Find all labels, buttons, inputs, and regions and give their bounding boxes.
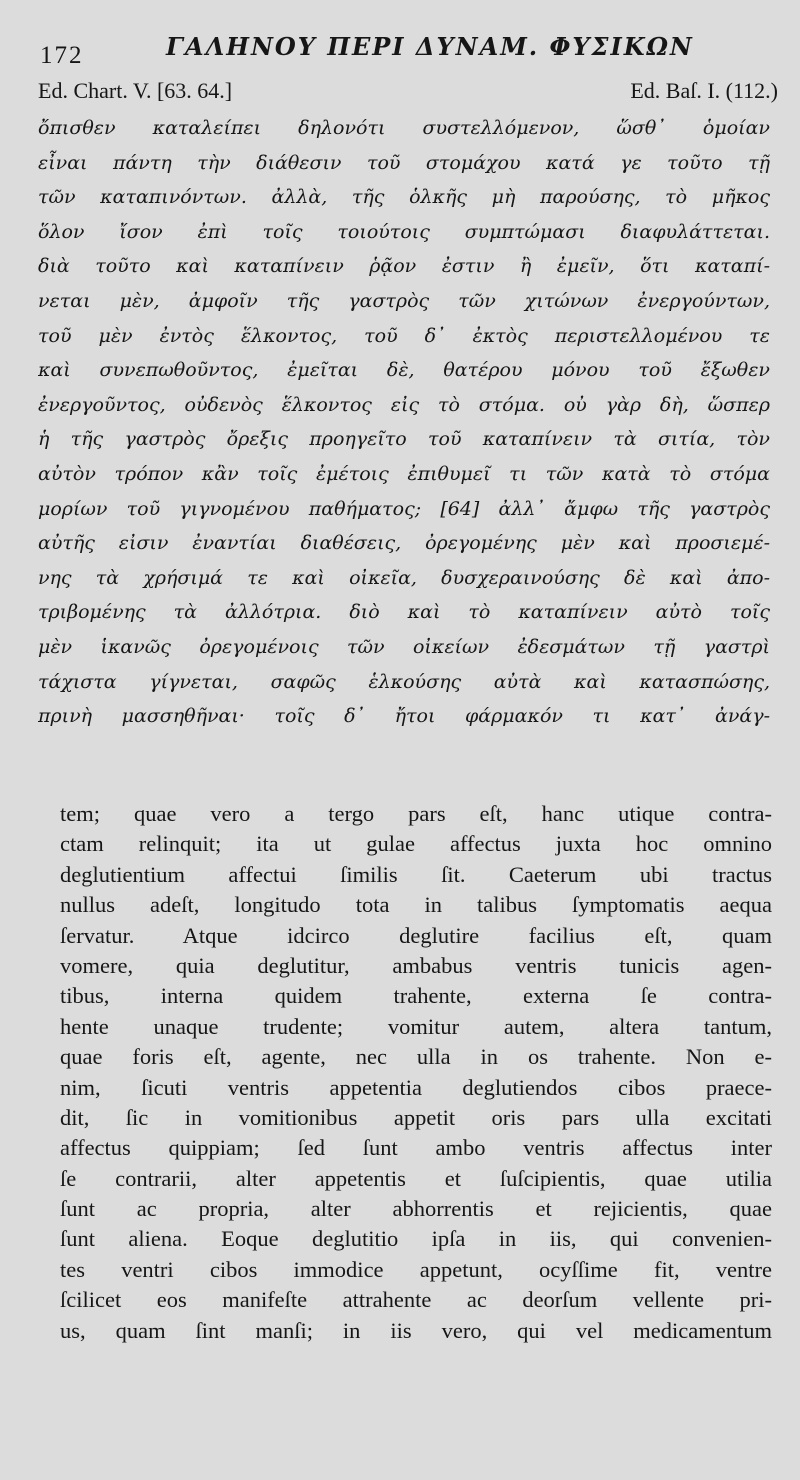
latin-text-line: affectus quippiam; ſed ſunt ambo ventris affectus inter bbox=[60, 1135, 772, 1161]
greek-text-line: τοῦ μὲν ἐντὸς ἕλκοντος, τοῦ δ᾽ ἐκτὸς περιστελλομένου τε bbox=[38, 324, 770, 347]
greek-text-line: τῶν καταπινόντων. ἀλλὰ, τῆς ὁλκῆς μὴ παρούσης, τὸ μῆκος bbox=[38, 186, 770, 209]
latin-text-line: us, quam ſint manſi; in iis vero, qui vel medicamentum bbox=[60, 1317, 772, 1343]
greek-text-line: μορίων τοῦ γιγνομένου παθήματος; [64] ἀλλ᾽ ἄμφω τῆς γαστρὸς bbox=[38, 497, 770, 520]
latin-text-line: deglutientium affectui ſimilis ſit. Caeterum ubi tractus bbox=[60, 861, 772, 887]
greek-text-line: αὐτῆς εἰσιν ἐναντίαι διαθέσεις, ὀρεγομένης μὲν καὶ προσιεμέ- bbox=[38, 532, 770, 555]
latin-text-line: tem; quae vero a tergo pars eſt, hanc utique contra- bbox=[60, 801, 772, 826]
greek-text-line: αὐτὸν τρόπον κἂν τοῖς ἐμέτοις ἐπιθυμεῖ τι τῶν κατὰ τὸ στόμα bbox=[38, 462, 770, 485]
greek-text-line: τριβομένης τὰ ἀλλότρια. διὸ καὶ τὸ καταπίνειν αὐτὸ τοῖς bbox=[38, 601, 770, 624]
edition-reference-chart: Ed. Chart. V. [63. 64.] bbox=[38, 78, 233, 103]
edition-references bbox=[38, 78, 778, 108]
greek-text-line: νης τὰ χρήσιμά τε καὶ οἰκεῖα, δυσχεραινούσης δὲ καὶ ἀπο- bbox=[38, 566, 770, 589]
greek-text-line: ὄπισθεν καταλείπει δηλονότι συστελλόμενον, ὥσθ᾽ ὁμοίαν bbox=[38, 117, 770, 139]
greek-text-line: ἡ τῆς γαστρὸς ὄρεξις προηγεῖτο τοῦ καταπίνειν τὰ σιτία, τὸν bbox=[38, 428, 770, 451]
latin-text-line: nullus adeſt, longitudo tota in talibus ſymptomatis aequa bbox=[60, 892, 772, 918]
latin-text-line: ſervatur. Atque idcirco deglutire facilius eſt, quam bbox=[60, 922, 772, 948]
running-title: ΓΑΛΗΝΟΥ ΠΕΡΙ ΔΥΝΑΜ. ΦΥΣΙΚΩΝ bbox=[166, 32, 694, 61]
greek-text-line: μὲν ἱκανῶς ὀρεγομένοις τῶν οἰκείων ἐδεσμάτων τῇ γαστρὶ bbox=[38, 635, 770, 658]
latin-text-block bbox=[60, 799, 772, 1346]
greek-text-block bbox=[38, 111, 770, 734]
latin-text-line: quae foris eſt, agente, nec ulla in os trahente. Non e- bbox=[60, 1044, 772, 1070]
latin-text-line: tes ventri cibos immodice appetunt, ocyſſime fit, ventre bbox=[60, 1256, 772, 1282]
greek-text-line: νεται μὲν, ἀμφοῖν τῆς γαστρὸς τῶν χιτώνων ἐνεργούντων, bbox=[38, 289, 770, 312]
latin-text-line: hente unaque trudente; vomitur autem, altera tantum, bbox=[60, 1013, 772, 1039]
latin-text-line: ſe contrarii, alter appetentis et ſuſcipientis, quae utilia bbox=[60, 1165, 772, 1191]
edition-reference-basel: Ed. Baſ. I. (112.) bbox=[630, 78, 778, 103]
greek-text-line: καὶ συνεπωθοῦντος, ἐμεῖται δὲ, θατέρου μόνου τοῦ ἔξωθεν bbox=[38, 359, 770, 382]
latin-text-line: vomere, quia deglutitur, ambabus ventris tunicis agen- bbox=[60, 952, 772, 978]
greek-text-line: ὅλον ἴσον ἐπὶ τοῖς τοιούτοις συμπτώμασι διαφυλάττεται. bbox=[38, 220, 770, 243]
latin-text-line: ſunt ac propria, alter abhorrentis et rejicientis, quae bbox=[60, 1196, 772, 1222]
latin-text-line: ſcilicet eos manifeſte attrahente ac deorſum vellente pri- bbox=[60, 1287, 772, 1313]
greek-text-line: εἶναι πάντη τὴν διάθεσιν τοῦ στομάχου κατά γε τοῦτο τῇ bbox=[38, 151, 770, 174]
latin-text-line: tibus, interna quidem trahente, externa ſe contra- bbox=[60, 983, 772, 1009]
latin-text-line: nim, ſicuti ventris appetentia deglutiendos cibos praece- bbox=[60, 1074, 772, 1100]
running-head bbox=[40, 28, 770, 76]
greek-text-line: τάχιστα γίγνεται, σαφῶς ἑλκούσης αὐτὰ καὶ κατασπώσης, bbox=[38, 670, 770, 693]
greek-text-line: πρινὴ μασσηθῆναι· τοῖς δ᾽ ἤτοι φάρμακόν τι κατ᾽ ἀνάγ- bbox=[38, 705, 770, 728]
greek-text-line: ἐνεργοῦντος, οὐδενὸς ἕλκοντος εἰς τὸ στόμα. οὐ γὰρ δὴ, ὥσπερ bbox=[38, 393, 770, 416]
latin-text-line: ctam relinquit; ita ut gulae affectus juxta hoc omnino bbox=[60, 831, 772, 857]
latin-text-line: dit, ſic in vomitionibus appetit oris pars ulla excitati bbox=[60, 1104, 772, 1130]
greek-text-line: διὰ τοῦτο καὶ καταπίνειν ῥᾷον ἐστιν ἢ ἐμεῖν, ὅτι καταπί- bbox=[38, 255, 770, 278]
latin-text-line: ſunt aliena. Eoque deglutitio ipſa in iis, qui convenien- bbox=[60, 1226, 772, 1252]
page-number: 172 bbox=[40, 42, 84, 69]
